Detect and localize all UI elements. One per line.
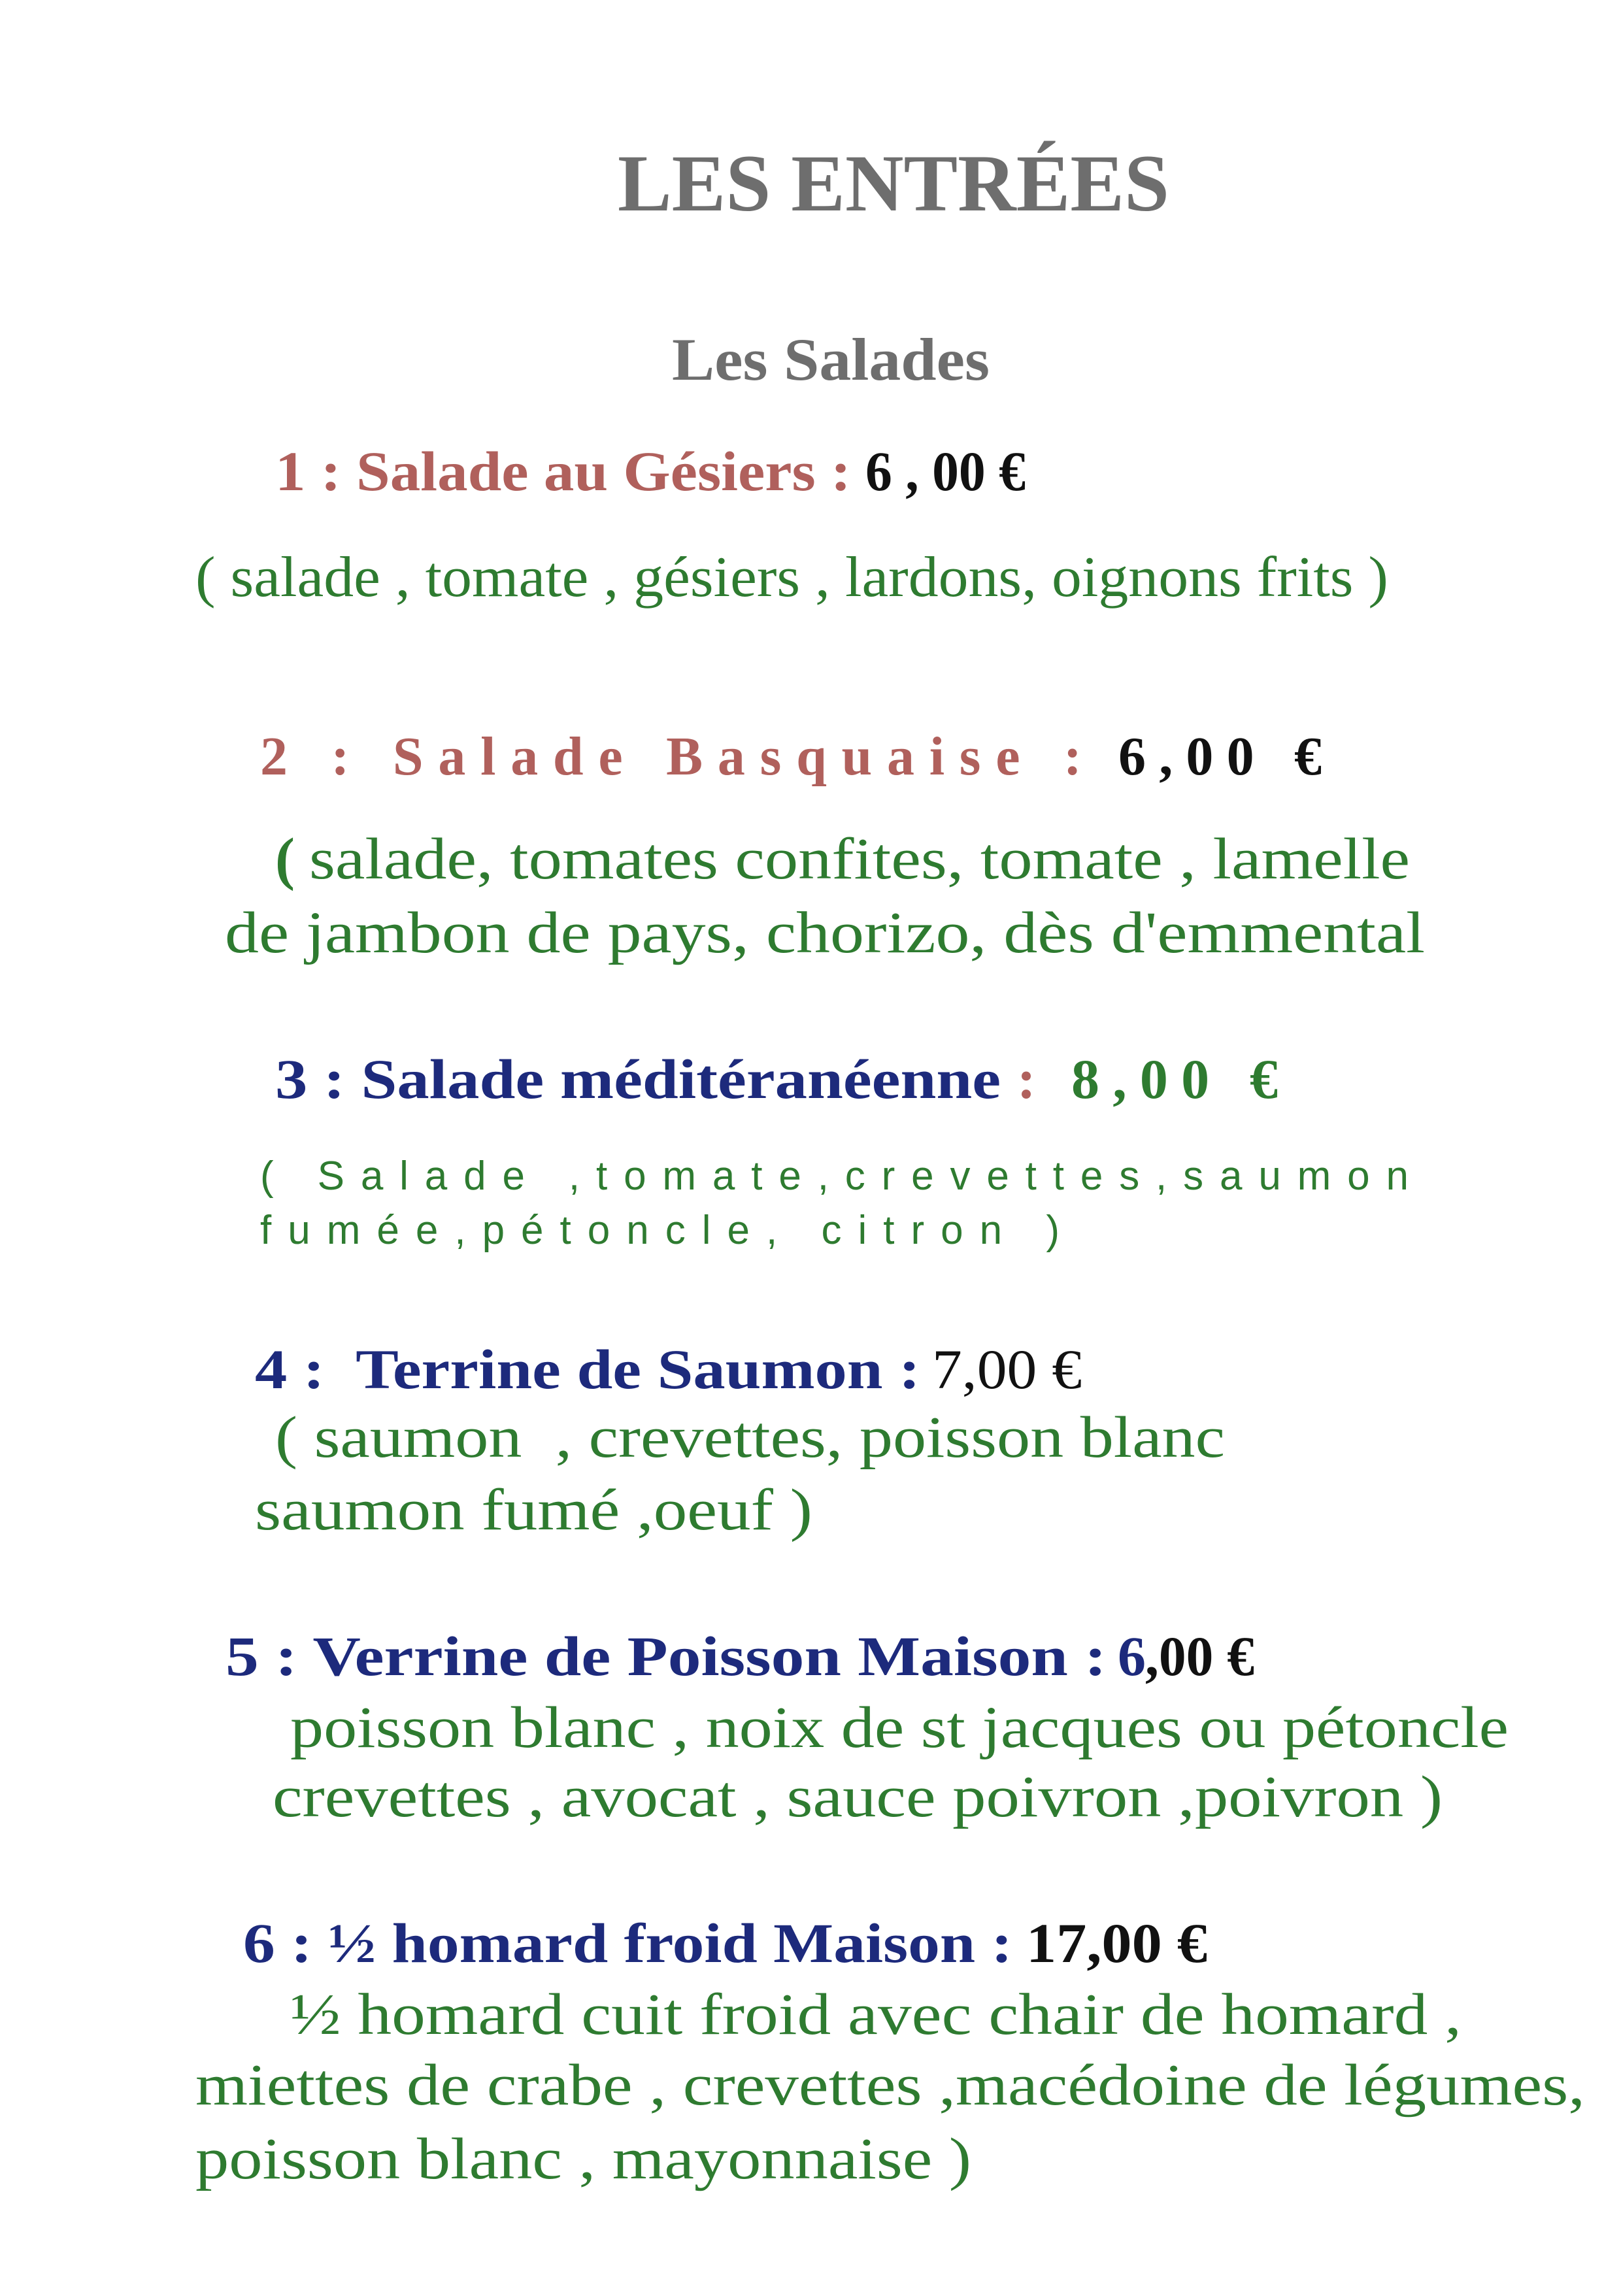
menu-item-5-description-line-1: poisson blanc , noix de st jacques ou pétoncle	[290, 1695, 1509, 1760]
section-title: Les Salades	[672, 326, 990, 393]
menu-item-2	[225, 726, 1425, 965]
menu-item-6-description-line-3: poisson blanc , mayonnaise )	[195, 2127, 971, 2191]
menu-item-5-title: 5 : Verrine de Poisson Maison :	[226, 1625, 1107, 1688]
menu-item-3-title: 3 : Salade méditéranéenne	[275, 1048, 1001, 1110]
menu-item-2-description-line-2: de jambon de pays, chorizo, dès d'emmental	[225, 901, 1425, 965]
menu-item-2-price: 6,00 €	[1118, 726, 1322, 787]
menu-item-4-price: 7,00 €	[932, 1338, 1082, 1401]
menu-item-6-price: 17,00 €	[1026, 1912, 1207, 1974]
menu-item-3-title-separator: :	[1017, 1048, 1036, 1110]
menu-item-3-description-line-1: ( Salade ,tomate,crevettes,saumon	[260, 1154, 1409, 1199]
menu-item-6-title: 6 : ½ homard froid Maison :	[243, 1912, 1012, 1974]
menu-item-2-title: 2 : Salade Basquaise :	[260, 726, 1082, 787]
menu-item-2-description-line-1: salade, tomates confites, tomate , lamelle	[309, 827, 1410, 891]
menu-item-6-description-line-2: miettes de crabe , crevettes ,macédoine de légumes,	[195, 2053, 1585, 2118]
menu-item-6-description-line-1: ½ homard cuit froid avec chair de homard ,	[290, 1982, 1462, 2047]
menu-item-1-price: 6 , 00 €	[865, 440, 1026, 503]
menu-item-4-description-line-2: saumon fumé ,oeuf )	[255, 1478, 812, 1542]
menu-item-2-description-open-paren: (	[275, 827, 295, 891]
menu-item-5-price-lead: 6	[1118, 1625, 1146, 1688]
page-title: LES ENTRÉES	[618, 139, 1169, 228]
menu-item-5-description-line-2: crevettes , avocat , sauce poivron ,poivron )	[273, 1765, 1443, 1829]
menu-item-1-title: 1 : Salade au Gésiers :	[275, 440, 851, 503]
menu-item-1-description-line-1: ( salade , tomate , gésiers , lardons, oignons frits )	[195, 546, 1388, 609]
menu-item-3-price: 8,00 €	[1071, 1048, 1278, 1110]
menu-item-4-description-line-1: ( saumon , crevettes, poisson blanc	[275, 1405, 1225, 1470]
menu-item-3-description-line-2: fumée,pétoncle, citron )	[260, 1208, 1060, 1253]
menu-item-4-title: 4 : Terrine de Saumon :	[255, 1338, 920, 1401]
menu-item-5-price: ,00 €	[1145, 1625, 1254, 1688]
